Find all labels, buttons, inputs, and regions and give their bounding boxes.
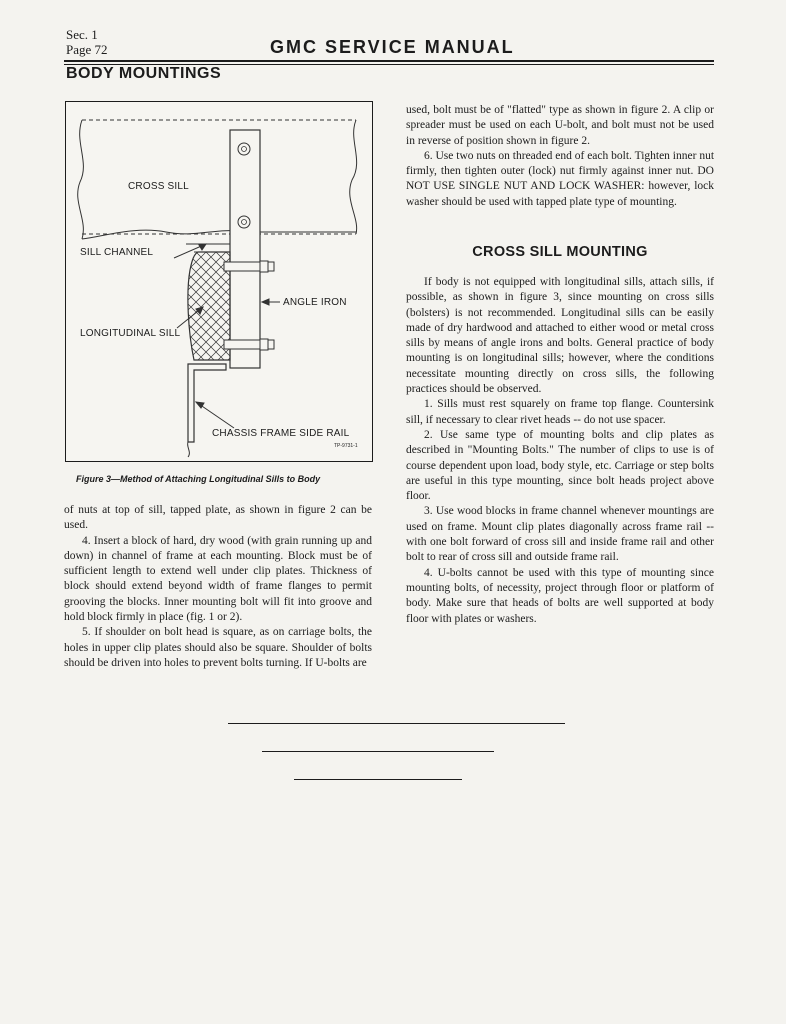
section-number: Sec. 1 xyxy=(66,27,98,42)
sill-channel xyxy=(186,244,230,252)
paragraph: 1. Sills must rest squarely on frame top flange. Countersink sill, if necessary to clear rivet heads -- do not use spacer. xyxy=(406,398,714,426)
paragraph: 4. Insert a block of hard, dry wood (with grain running up and down) in channel of frame at each mounting. Block must be of sufficient length to extend well under clip plates. Thickness of block should extend beyond width of frame flanges to permit grooving the blocks. Inner mounting bolt will fit into groove and hold block firmly in place (fig. 1 or 2). xyxy=(64,534,372,624)
paragraph: 5. If shoulder on bolt head is square, as on carriage bolts, the holes in upper clip plates should also be square. Shoulder of bolts should be driven into holes to prevent bolts turning. If U-bolts are xyxy=(64,626,372,669)
paragraph: of nuts at top of sill, tapped plate, as shown in figure 2 can be used. xyxy=(64,504,372,532)
right-column-bottom xyxy=(406,275,714,627)
label-cross-sill: CROSS SILL xyxy=(128,181,189,192)
paragraph: 3. Use wood blocks in frame channel whenever mountings are used on frame. Mount clip plates diagonally across frame rail -- with one bolt forward of cross sill and inside frame rail and other bolt to rear of cross sill and outside frame rail. xyxy=(406,505,714,564)
end-rule-2 xyxy=(262,751,494,752)
figure-caption: Figure 3—Method of Attaching Longitudinal Sills to Body xyxy=(76,474,321,484)
figure-code: TP-9731-1 xyxy=(334,443,358,449)
section-title: BODY MOUNTINGS xyxy=(66,65,222,82)
angle-iron xyxy=(230,130,260,368)
header-rule-thick xyxy=(64,60,714,62)
paragraph: If body is not equipped with longitudinal sills, attach sills, if possible, as shown in figure 3, since mounting on cross sills (bolsters) is not recommended. Longitudinal sills can be easily made of dry hardwood and attached to either wood or metal cross sills by means of angle irons and bolts. General practice of body mounting is on longitudinal sills; however, where the conditions necessitate mounting directly on cross sills, the following practices should be observed. xyxy=(406,276,714,396)
figure-3-drawing xyxy=(66,102,372,461)
end-rule-1 xyxy=(228,723,565,724)
end-rule-3 xyxy=(294,779,462,780)
label-longitudinal-sill: LONGITUDINAL SILL xyxy=(80,328,181,339)
cross-sill-mounting-heading: CROSS SILL MOUNTING xyxy=(472,244,648,260)
page-number: Page 72 xyxy=(66,42,108,57)
label-sill-channel: SILL CHANNEL xyxy=(80,247,154,258)
figure-3 xyxy=(65,101,373,462)
paragraph: 2. Use same type of mounting bolts and clip plates as described in "Mounting Bolts." The number of clips to use is of course dependent upon load, body style, etc. Carriage or step bolts are useful in this type mounting, since bolt heads project above floor. xyxy=(406,428,714,503)
label-angle-iron: ANGLE IRON xyxy=(283,297,347,308)
bolt-upper xyxy=(224,261,274,272)
paragraph: used, bolt must be of "flatted" type as shown in figure 2. A clip or spreader must be used on each U-bolt, and bolt must not be used in reverse of position shown in figure 2. xyxy=(406,104,714,147)
right-column-top xyxy=(406,103,714,210)
manual-title: GMC SERVICE MANUAL xyxy=(270,37,515,57)
cross-sill-outline xyxy=(78,120,357,239)
label-chassis-frame-rail: CHASSIS FRAME SIDE RAIL xyxy=(212,428,350,439)
paragraph: 4. U-bolts cannot be used with this type of mounting since mounting bolts, of necessity, project through floor or platform of body. Make sure that heads of bolts are well supported at body floor with plates or washers. xyxy=(406,566,714,625)
bolt-lower xyxy=(224,339,274,350)
left-column xyxy=(64,503,372,671)
paragraph: 6. Use two nuts on threaded end of each bolt. Tighten inner nut firmly, then tighten outer (lock) nut firmly against inner nut. DO NOT USE SINGLE NUT AND LOCK WASHER: however, lock washer should be used with tapped plate type of mounting. xyxy=(406,149,715,208)
